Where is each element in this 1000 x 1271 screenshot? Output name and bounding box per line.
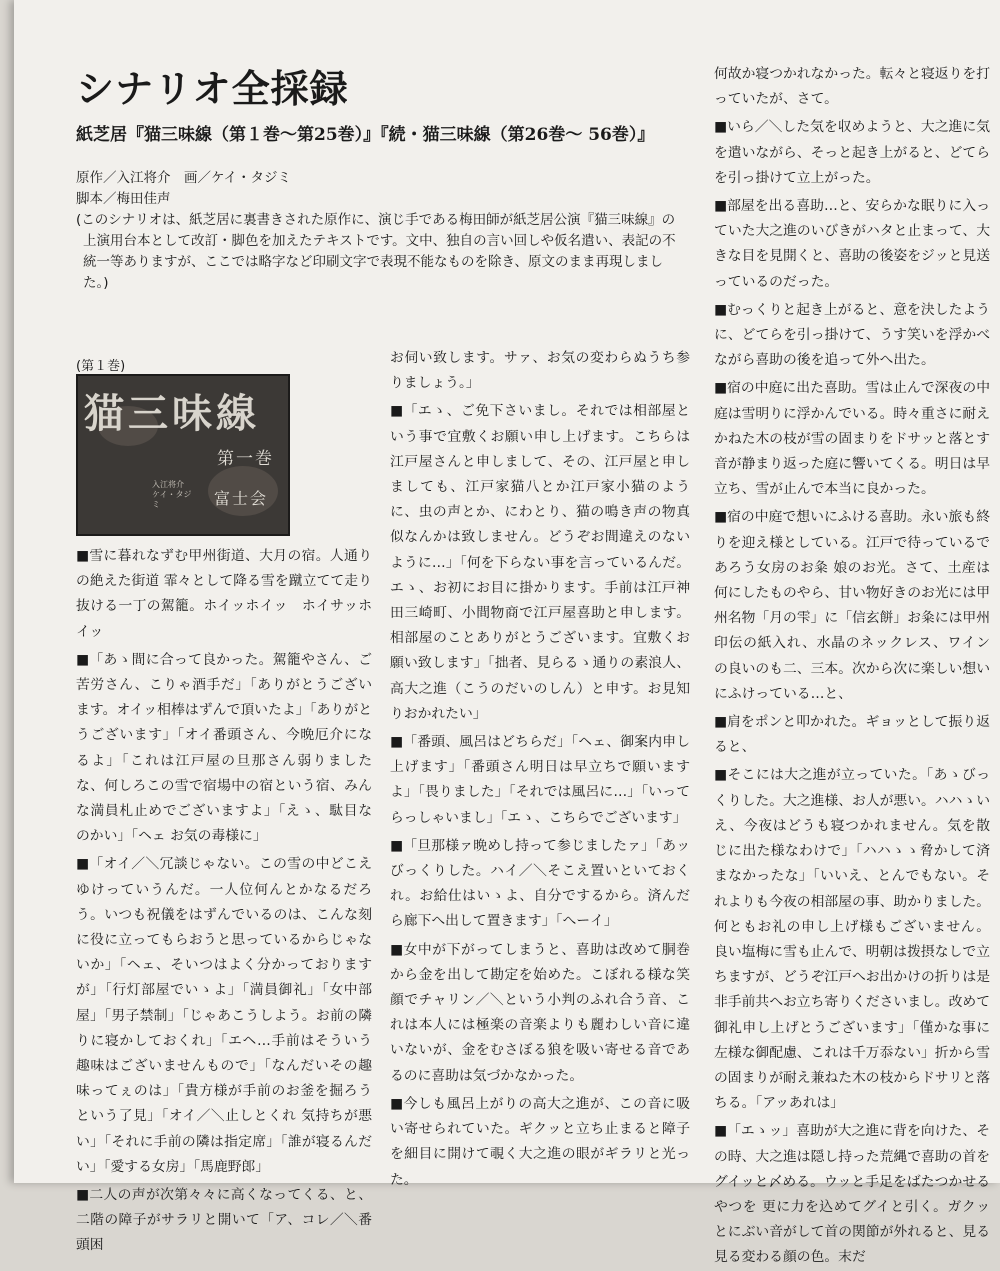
paragraph: ■むっくりと起き上がると、意を決したように、どてらを引っ掛けて、うす笑いを浮かべながら喜助の後を追って外へ出た。 — [714, 301, 990, 369]
paragraph: ■今しも風呂上がりの高大之進が、この音に吸い寄せられていた。ギクッと立ち止まると障子を細目に開けて覗く大之進の眼がギラリと光った。 — [390, 1095, 690, 1188]
cover-publisher: 富士会 — [213, 489, 268, 508]
cover-image — [76, 374, 290, 536]
cover-volume: 第一巻 — [217, 449, 274, 469]
text-column-3 — [714, 62, 990, 1271]
credits-block — [76, 168, 686, 294]
credits-script-line: 脚本／梅田佳声 — [76, 191, 171, 207]
paragraph: ■雪に暮れなずむ甲州街道、大月の宿。人通りの絶えた街道 霏々として降る雪を蹴立てて走り抜ける一丁の駕籠。ホイッホイッ ホイサッホイッ — [76, 548, 372, 640]
paragraph: ■部屋を出る喜助…と、安らかな眠りに入っていた大之進のいびきがハタと止まって、大きな目を見開くと、喜助の後姿をジッと見送っているのだった。 — [714, 198, 990, 290]
paragraph: ■宿の中庭で想いにふける喜助。永い旅も終りを迎え様としている。江戸で待っているであろう女房のお粂 娘のお光。さて、土産は何にしたものやら、甘い物好きのお光には甲州名物「月の雫」に「信玄餅」お粂には甲州印伝の紙入れ、水晶のネックレス、ワインの良いのも二、三本。次から次に楽しい想いにふけっている…と、 — [714, 509, 990, 702]
cover-small-text: 入江将介 ケイ・タジミ — [152, 480, 192, 509]
paragraph: ■いら／＼した気を収めようと、大之進に気を遣いながら、そっと起き上がると、どてらを引っ掛けて立上がった。 — [714, 119, 990, 186]
paragraph: ■肩をポンと叩かれた。ギョッとして振り返ると、 — [714, 714, 990, 756]
paragraph: ■「エゝ、ご免下さいまし。それでは相部屋という事で宜敷くお願い申し上げます。こちらは江戸屋さんと申しまして、その、江戸屋と申しましても、江戸家猫八とか江戸家小猫のように、虫の声とか、にわとり、猫の鳴き声の物真似なんかは致しません。どうぞお間違えのないように…」「何を下らない事を言っているんだ。エゝ、お初にお目に掛かります。手前は江戸神田三崎町、小間物商で江戸屋喜助と申します。相部屋のことありがとうございます。宜敷くお願い致します」「拙者、見らるゝ通りの素浪人、高大之進（こうのだいのしん）と申す。お見知りおかれたい」 — [390, 403, 690, 722]
paragraph: ■宿の中庭に出た喜助。雪は止んで深夜の中庭は雪明りに浮かんでいる。時々重さに耐えかねた木の枝が雪の固まりをドサッと落とす音が静まり返った庭に響いてくる。明日は早立ち、雪が止んで本当に良かった。 — [714, 380, 990, 498]
paragraph: ■女中が下がってしまうと、喜助は改めて胴巻から金を出して勘定を始めた。こぼれる様な笑顔でチャリン／＼という小判のふれ合う音、これは本人には極楽の音楽よりも麗わしい音に違いないが、金をむさぼる狼を吸い寄せる音であるのに喜助は気づかなかった。 — [390, 941, 690, 1084]
credits-note: (このシナリオは、紙芝居に裏書きされた原作に、演じ手である梅田師が紙芝居公演『猫三味線』の上演用台本として改訂・脚色を加えたテキストです。文中、独自の言い回しや仮名遣い、表記の不統一等ありますが、ここでは略字など印刷文字で表現不能なものを除き、原文のまま再現しました。) — [76, 212, 676, 291]
paragraph: ■二人の声が次第々々に高くなってくる、と、二階の障子がサラリと開いて「ア、コレ／＼番頭困 — [76, 1187, 372, 1254]
paragraph: ■「あゝ間に合って良かった。駕籠やさん、ご苦労さん、こりゃ酒手だ」「ありがとうございます。オイッ相棒はずんで頂いたよ」「ありがとうございます」「オイ番頭さん、今晩厄介になるよ」「これは江戸屋の旦那さん弱りましたな、何しろこの雪で宿場中の宿という宿、みんな満員札止めでございますよ」「えゝ、駄目なのかい」「ヘェ お気の毒様に」 — [76, 651, 372, 845]
credits-author-line: 原作／入江将介 画／ケイ・タジミ — [76, 170, 292, 186]
document-page — [14, 0, 1000, 1266]
volume-label: (第１巻) — [76, 359, 126, 374]
cover-title: 猫三味線 — [84, 390, 260, 437]
paragraph: ■「番頭、風呂はどちらだ」「ヘェ、御案内申し上げます」「番頭さん明日は早立ちで願いますよ」「畏りました」「それでは風呂に…」「いってらっしゃいまし」「エゝ、こちらでございます」 — [390, 734, 690, 826]
paragraph: 何故か寝つかれなかった。転々と寝返りを打っていたが、さて。 — [714, 66, 990, 108]
page-subtitle: 紙芝居『猫三味線（第１巻〜第25巻）』『続・猫三味線（第26巻〜 56巻）』 — [76, 125, 655, 145]
column-1-paragraphs — [76, 544, 372, 1259]
paragraph: ■「旦那様ァ晩めし持って参じましたァ」「あッ びっくりした。ハイ／＼そこえ置いといておくれ。お給仕はいゝよ、自分でするから。済んだら廊下へ出して置きます」「へーイ」 — [390, 837, 690, 930]
text-column-2 — [390, 346, 690, 1193]
paragraph: ■そこには大之進が立っていた。「あゝびっくりした。大之進様、お人が悪い。ハハゝいえ、今夜はどうも寝つかれません。気を散じに出た様なわけで」「ハハゝゝ脅かして済まなかったな」「いいえ、とんでもない。それよりも今夜の相部屋の事、助かりました。何ともお礼の申し上げ様もございません。良い塩梅に雪も止んで、明朝は拨摂なしで立ちますが、どうぞ江戸へお出かけの折りは是非手前共へお立ち寄りくださいまし。改めて御礼申し上げとうございます」「僅かな事に左様な御配慮、これは千万忝ない」折から雪の固まりが耐え兼ねた木の枝からドサリと落ちる。「アッあれは」 — [714, 767, 990, 1112]
page-title: シナリオ全採録 — [76, 67, 349, 111]
text-column-1 — [76, 355, 372, 1259]
paragraph: ■「エゝッ」喜助が大之進に背を向けた、その時、大之進は隠し持った荒縄で喜助の首をグイッと〆める。ウッと手足をばたつかせるやつを 更に力を込めてグイと引く。ガクッとにぶい音がして首の関節が外れると、見る見る変わる顔の色。末だ — [714, 1123, 990, 1266]
paragraph: お伺い致します。サァ、お気の変わらぬうち参りましょう。」 — [390, 350, 690, 392]
paragraph: ■「オイ／＼冗談じゃない。この雪の中どこえゆけっていうんだ。一人位何んとかなるだろう。いつも祝儀をはずんでいるのは、こんな刻に役に立ってもらおうと思っているからじゃないか」「ヘェ、そいつはよく分かっておりますが」「行灯部屋でいゝよ」「満員御礼」「女中部屋」「男子禁制」「じゃあこうしよう。お前の隣りに寝かしておくれ」「エヘ…手前はそういう趣味はございませんもので」「なんだいその趣味ってぇのは」「貴方様が手前のお釜を掘ろうという了見」「オイ／＼止しとくれ 気持ちが悪い」「それに手前の隣は指定席」「誰が寝るんだい」「愛する女房」「馬鹿野郎」 — [76, 856, 372, 1175]
